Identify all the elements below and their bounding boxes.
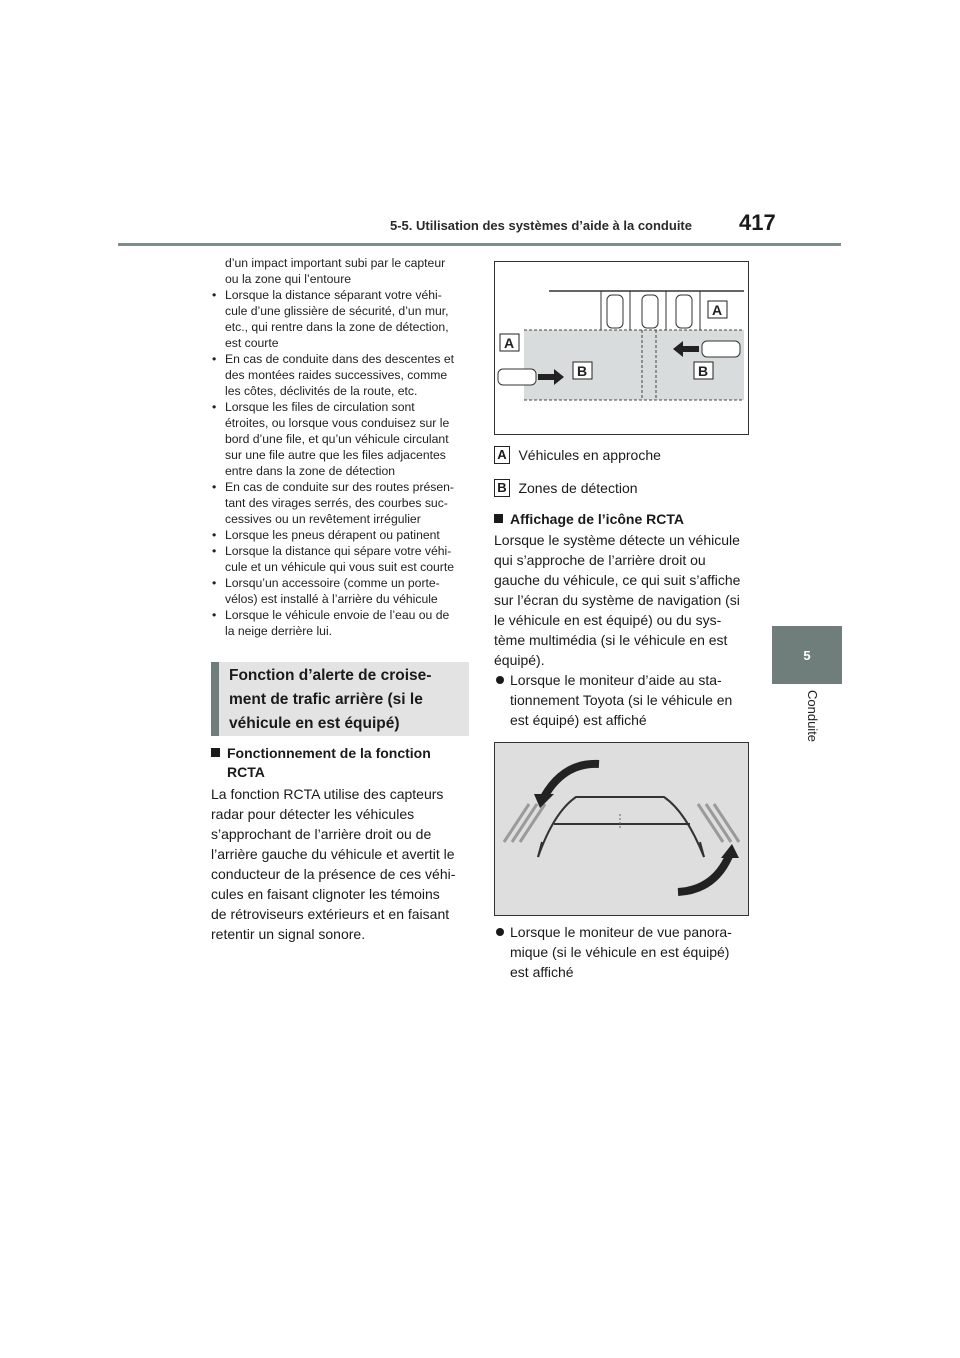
square-bullet-icon — [494, 514, 503, 523]
paragraph-line: Lorsque le système détecte un véhicule — [494, 532, 740, 548]
header-rule — [118, 243, 841, 246]
paragraph-line: équipé). — [494, 652, 545, 668]
running-header: 5-5. Utilisation des systèmes d’aide à la conduite — [390, 218, 692, 233]
condition-bullet: • Lorsqu’un accessoire (comme un porte- vélos) est installé à l’arrière du véhicule — [211, 575, 469, 607]
paragraph-line: gauche du véhicule, ce qui suit s’affiche — [494, 572, 741, 588]
section-title-line: Fonction d’alerte de croise- — [229, 667, 432, 684]
paragraph-line: l’arrière gauche du véhicule et avertit le — [211, 846, 455, 862]
dot-bullet-item: Lorsque le moniteur de vue panora- mique (si le véhicule en est équipé) est affiché — [494, 922, 749, 982]
rcta-subheading: Fonctionnement de la fonction RCTA — [211, 744, 469, 782]
paragraph-line: sur l’écran du système de navigation (si — [494, 592, 740, 608]
section-title-line: ment de trafic arrière (si le — [229, 691, 423, 708]
conditions-list — [211, 255, 469, 639]
dot-bullet-icon — [496, 928, 504, 936]
paragraph-line: cules en faisant clignoter les témoins — [211, 886, 440, 902]
section-heading-box — [211, 662, 469, 736]
paragraph-line: qui s’approche de l’arrière droit ou — [494, 552, 706, 568]
square-bullet-icon — [211, 748, 220, 757]
paragraph-line: le véhicule en est équipé) ou du sys- — [494, 612, 722, 628]
chapter-label: Conduite — [805, 690, 820, 743]
label-b-left: B — [577, 363, 588, 379]
intro-continuation: d’un impact important subi par le capteur ou la zone qui l’entoure — [225, 256, 446, 286]
rcta-paragraph — [211, 784, 469, 944]
paragraph-line: conducteur de la présence de ces véhi- — [211, 866, 456, 882]
condition-bullet: • En cas de conduite dans des descentes et des montées raides successives, comme les côtes, déclivités de la route, etc. — [211, 351, 469, 399]
paragraph-line: s’approchant de l’arrière droit ou de — [211, 826, 432, 842]
paragraph-line: de rétroviseurs extérieurs et en faisant — [211, 906, 450, 922]
condition-bullets — [211, 287, 469, 639]
condition-bullet: • Lorsque les files de circulation sont étroites, ou lorsque vous conduisez sur le bord d’une file, et qu’un véhicule circulant sur une file autre que les files adjacentes entre dans la zone de détection — [211, 399, 469, 479]
condition-bullet: • En cas de conduite sur des routes présen- tant des virages serrés, des courbes suc- cessives ou un revêtement irrégulier — [211, 479, 469, 527]
dot-bullet-icon — [496, 676, 504, 684]
section-title-line: véhicule en est équipé) — [229, 715, 400, 732]
label-a-right: A — [712, 302, 723, 318]
dot-bullet-item: Lorsque le moniteur d’aide au sta- tionnement Toyota (si le véhicule en est équipé) est affiché — [494, 670, 749, 730]
icon-paragraph — [494, 530, 749, 670]
label-a-left: A — [504, 335, 515, 351]
chapter-number: 5 — [803, 647, 811, 663]
parking-monitor-figure — [494, 742, 749, 916]
condition-bullet: • Lorsque la distance séparant votre véhi- cule d’une glissière de sécurité, d’un mur, etc., qui rentre dans la zone de détection, est courte — [211, 287, 469, 351]
chapter-tab — [772, 626, 842, 684]
condition-bullet: • Lorsque la distance qui sépare votre véhi- cule et un véhicule qui vous suit est courte — [211, 543, 469, 575]
legend-item-b: B Zones de détection — [494, 479, 638, 497]
paragraph-line: La fonction RCTA utilise des capteurs — [211, 786, 444, 802]
paragraph-line: radar pour détecter les véhicules — [211, 806, 415, 822]
condition-bullet: • Lorsque le véhicule envoie de l’eau ou de la neige derrière lui. — [211, 607, 469, 639]
detection-zone-figure — [494, 261, 749, 435]
legend-item-a: A Véhicules en approche — [494, 446, 661, 464]
paragraph-line: retentir un signal sonore. — [211, 926, 366, 942]
condition-bullet: • Lorsque les pneus dérapent ou patinent — [211, 527, 469, 543]
label-b-right: B — [698, 363, 709, 379]
icon-subheading: Affichage de l’icône RCTA — [494, 510, 749, 529]
page-number: 417 — [739, 210, 776, 235]
paragraph-line: tème multimédia (si le véhicule en est — [494, 632, 728, 648]
